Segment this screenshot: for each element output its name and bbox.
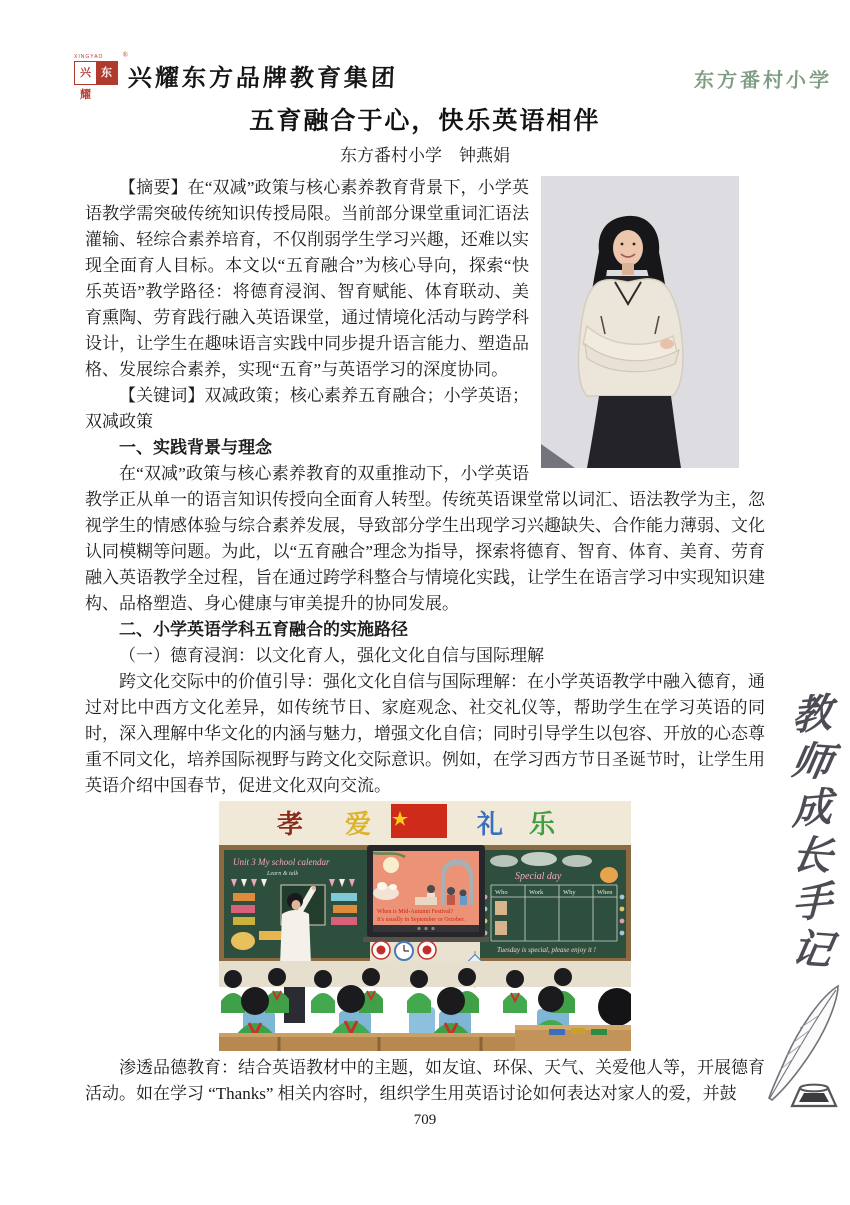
col-who: Who xyxy=(495,889,508,896)
motto-char: 师 xyxy=(788,736,837,787)
hand xyxy=(660,339,674,349)
author-portrait-photo xyxy=(541,176,739,476)
pencil-case xyxy=(591,1029,607,1035)
brand-title: 兴耀东方品牌教育集团 xyxy=(127,66,399,92)
ink-bottle xyxy=(792,1085,836,1106)
section2-body1: 跨文化交际中的价值引导：强化文化自信与国际理解：在小学英语教学中融入德育，通过对比中西方文化差异，如传统节日、家庭观念、社交礼仪等，帮助学生在学习英语的同时，深入理解中华文化的内涵与魅力，增强文化自信；同时引导学生以包容、开放的心态尊重不同文化，培养国际视野与跨文化交际意识。例如，在学习西方节日圣诞节时，让学生用英语介绍中国春节，促进文化双向交流。 xyxy=(85,672,765,795)
wall-char-love: 爱 xyxy=(345,810,372,839)
section2-heading: 二、小学英语学科五育融合的实施路径 xyxy=(119,620,408,639)
smartboard-screen xyxy=(363,845,489,942)
school-name: 东方番村小学 xyxy=(693,70,833,92)
motto-char: 长 xyxy=(788,830,837,881)
section1-heading: 一、实践背景与理念 xyxy=(119,438,272,457)
col-why: Why xyxy=(563,889,576,896)
screen-caption1: When is Mid-Autumn Festival? xyxy=(377,909,454,915)
right-board-title: Special day xyxy=(515,871,562,882)
motto-char: 成 xyxy=(791,783,833,834)
section1-body: 在“双减”政策与核心素养教育的双重推动下，小学英语教学正从单一的语言知识传授向全面育人转型。传统英语课堂常以词汇、语法教学为主，忽视学生的情感体验与综合素养发展，导致部分学生出现学习兴趣缺失、合作能力薄弱、文化认同模糊等问题。为此，以“五育融合”理念为指导，探索将德育、智育、体育、美育、劳育融入英语教学全过程，旨在通过跨学科整合与情境化实践，让学生在语言学习中实现知识建构、品格塑造、身心健康与审美提升的协同发展。 xyxy=(85,464,765,613)
wall-char-joy: 乐 xyxy=(529,810,556,839)
pencil-case xyxy=(549,1029,565,1035)
wall-char-filial: 孝 xyxy=(277,810,304,839)
left-board-subtitle: Learn & talk xyxy=(267,871,298,877)
right-board-note: Tuesday is special, please enjoy it ! xyxy=(497,946,596,954)
moon xyxy=(383,857,399,873)
pencil-case xyxy=(571,1028,585,1034)
seal-right-chars: 东方 xyxy=(96,62,117,84)
motto-char: 手 xyxy=(791,877,833,928)
classroom-photo xyxy=(219,801,631,1051)
wall-clock xyxy=(395,942,413,960)
xingyao-seal-logo-icon xyxy=(74,51,128,101)
quill-ink-icon xyxy=(756,982,846,1121)
keywords-paragraph: 【关键词】双减政策；核心素养五育融合；小学英语；双减政策 xyxy=(85,386,529,431)
skirt xyxy=(587,396,681,468)
section2-subheading: （一）德育浸润：以文化育人，强化文化自信与国际理解 xyxy=(119,646,544,665)
motto-char: 记 xyxy=(788,924,837,975)
col-work: Work xyxy=(529,889,544,896)
motto-char: 教 xyxy=(791,689,833,740)
col-when: When xyxy=(597,889,613,896)
article-title: 五育融合于心，快乐英语相伴 xyxy=(249,108,601,135)
abstract-paragraph: 【摘要】在“双减”政策与核心素养教育背景下，小学英语教学需突破传统知识传授局限。当前部分课堂重词汇语法灌输、轻综合素养培育，不仅削弱学生学习兴趣，还难以实现全面育人目标。本文以“五育融合”为核心导向，探索“快乐英语”教学路径：将德育浸润、智育赋能、体育联动、美育熏陶、劳育践行融入英语课堂，通过情境化活动与跨学科设计，让学生在趣味语言实践中同步提升语言能力、塑造品格、发展综合素养，实现“五育”与英语学习的深度协同。 xyxy=(85,178,529,379)
screen-caption2: It's usually in September or October. xyxy=(377,917,465,923)
wall-char-rite: 礼 xyxy=(477,810,504,839)
article-byline: 东方番村小学 钟燕娟 xyxy=(340,146,510,165)
right-blackboard xyxy=(480,850,626,958)
portrait-illustration xyxy=(541,176,739,468)
papercut-left xyxy=(372,941,390,959)
page-number: 709 xyxy=(413,1112,437,1128)
seal-top-text: XINGYAO xyxy=(74,54,104,60)
left-board-title: Unit 3 My school calendar xyxy=(233,857,330,867)
papercut-right xyxy=(418,941,436,959)
section2-body2: 渗透品德教育：结合英语教材中的主题，如友谊、环保、天气、关爱他人等，开展德育活动。如在学习 “Thanks” 相关内容时，组织学生用英语讨论如何表达对家人的爱，并鼓 xyxy=(85,1058,765,1103)
vertical-motto-teacher-growth-notes xyxy=(786,689,838,975)
seal-left-chars: 兴耀 xyxy=(75,62,96,84)
seal-box xyxy=(74,61,118,101)
registered-mark: ® xyxy=(122,51,128,59)
face xyxy=(613,230,643,266)
china-flag xyxy=(391,804,447,838)
article-body xyxy=(85,175,765,1133)
classroom-illustration xyxy=(219,801,631,1051)
